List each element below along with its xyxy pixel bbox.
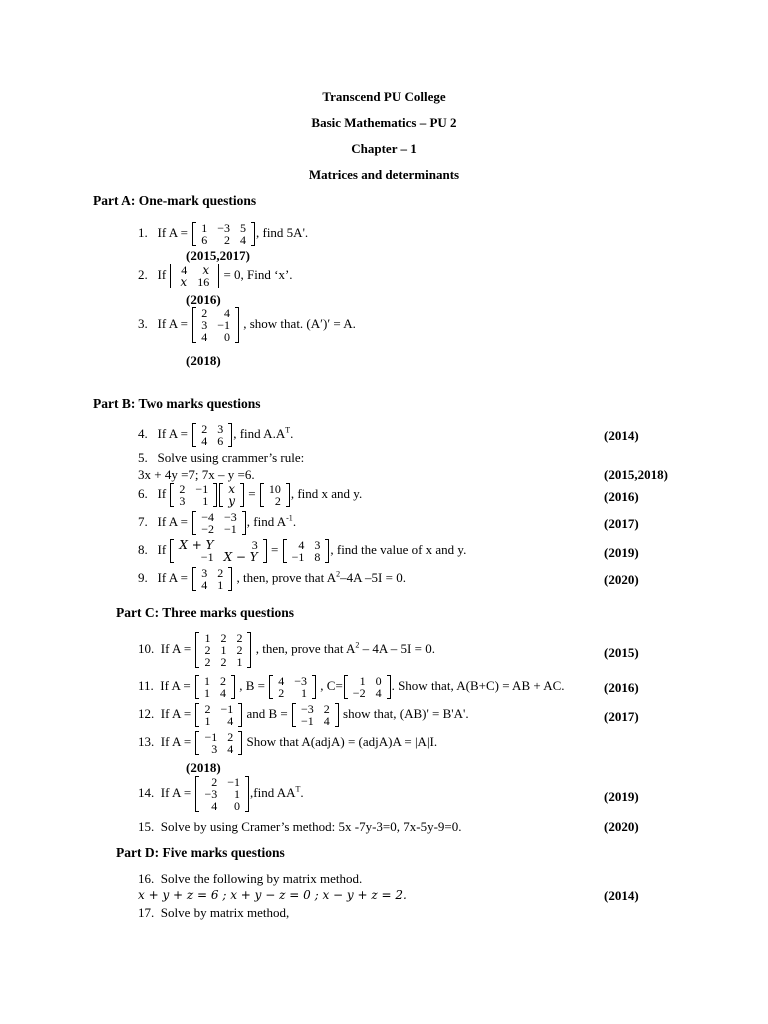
- question-4: 4. If A = 2 3 4 6 , find $A.A^T$.: [138, 422, 294, 448]
- question-2: 2. If 4 x x 16 = 0, Find ‘x’.: [138, 263, 293, 289]
- determinant: 4 x x 16: [170, 264, 219, 288]
- matrix: 2 −1 3 1: [170, 483, 217, 507]
- question-12: 12. If A = 2 −1 1 4 and B = −3 2 −1 4 show that, (AB)' = B'A'.: [138, 702, 469, 728]
- question-7: 7. If A = −4 −3 −2 −1 , find $A^{-1}$.: [138, 510, 297, 536]
- matrix: 3 2 4 1: [192, 567, 232, 591]
- question-1-year: (2015,2017): [186, 248, 250, 263]
- part-a-heading: Part A: One-mark questions: [93, 193, 257, 208]
- subject-title: Basic Mathematics – PU 2: [311, 115, 457, 130]
- matrix: 1 −3 5 6 2 4: [192, 222, 255, 246]
- matrix: −1 2 3 4: [195, 731, 242, 755]
- college-name: Transcend PU College: [322, 89, 446, 104]
- question-17: 17. Solve by matrix method,: [138, 905, 290, 920]
- question-14: 14. If A = 2 −1 −3 1 4 0 ,find $AA^T$.: [138, 775, 304, 813]
- matrix: 2 3 4 6: [192, 423, 232, 447]
- matrix: 2 −1 1 4: [195, 703, 242, 727]
- question-12-year: (2017): [604, 709, 639, 724]
- matrix: 10 2: [260, 483, 290, 507]
- matrix: −4 −3 −2 −1: [192, 511, 246, 535]
- question-1: 1. If A = 1 −3 5 6 2 4 , find 5A'.: [138, 221, 309, 247]
- matrix: 2 4 3 −1 4 0: [192, 307, 239, 343]
- question-3-year: (2018): [186, 353, 221, 368]
- question-2-year: (2016): [186, 292, 221, 307]
- question-7-year: (2017): [604, 516, 639, 531]
- part-b-heading: Part B: Two marks questions: [93, 396, 261, 411]
- question-5-year: (2015,2018): [604, 467, 668, 482]
- matrix: X + Y 3 −1 X − Y: [170, 539, 266, 563]
- question-11: 11. If A = 1 2 1 4 , B = 4 −3 2 1 , C= 1 0 −2 4 . Show that, A(B+C) = AB + AC.: [138, 674, 565, 700]
- question-13: 13. If A = −1 2 3 4 Show that A(adjA) = (adjA)A = |A|I.: [138, 730, 438, 756]
- question-4-year: (2014): [604, 428, 639, 443]
- part-c-heading: Part C: Three marks questions: [116, 605, 294, 620]
- question-16: 16. Solve the following by matrix method.: [138, 871, 363, 886]
- question-10-year: (2015): [604, 645, 639, 660]
- matrix: 1 2 2 2 1 2 2 2 1: [195, 632, 251, 668]
- question-6-year: (2016): [604, 489, 639, 504]
- matrix: 4 −3 2 1: [269, 675, 316, 699]
- question-3: 3. If A = 2 4 3 −1 4 0 , show that. (A′)′ = A.: [138, 306, 356, 344]
- question-9-year: (2020): [604, 572, 639, 587]
- chapter-title: Chapter – 1: [351, 141, 417, 156]
- question-6: 6. If 2 −1 3 1 x y = 10 2 , find x and y.: [138, 482, 363, 508]
- question-14-year: (2019): [604, 789, 639, 804]
- question-8: 8. If X + Y 3 −1 X − Y = 4 3 −1 8 , find the value of x and y.: [138, 538, 467, 564]
- part-d-heading: Part D: Five marks questions: [116, 845, 285, 860]
- matrix: −3 2 −1 4: [292, 703, 339, 727]
- question-16-year: (2014): [604, 888, 639, 903]
- question-9: 9. If A = 3 2 4 1 , then, prove that $A^2-4A$ –5I = 0.: [138, 566, 406, 592]
- matrix: 1 2 1 4: [195, 675, 235, 699]
- question-16-equations: x + y + z = 6 ; x + y − z = 0 ; x − y + z = 2.: [138, 888, 407, 902]
- question-15: 15. Solve by using Cramer’s method: 5x -7y-3=0, 7x-5y-9=0.: [138, 819, 462, 834]
- question-11-year: (2016): [604, 680, 639, 695]
- matrix: x y: [219, 483, 244, 507]
- question-13-year: (2018): [186, 760, 221, 775]
- question-10: 10. If A = 1 2 2 2 1 2 2 2 1 , then, prove that $A^2 - 4A - 5I = 0$.: [138, 631, 435, 669]
- topic-title: Matrices and determinants: [308, 167, 460, 182]
- question-5: 5. Solve using crammer’s rule:: [138, 450, 305, 465]
- matrix: 2 −1 −3 1 4 0: [195, 776, 249, 812]
- matrix: 4 3 −1 8: [283, 539, 330, 563]
- question-5-equations: 3x + 4y =7; 7x – y =6.: [138, 467, 255, 482]
- question-8-year: (2019): [604, 545, 639, 560]
- question-15-year: (2020): [604, 819, 639, 834]
- matrix: 1 0 −2 4: [344, 675, 391, 699]
